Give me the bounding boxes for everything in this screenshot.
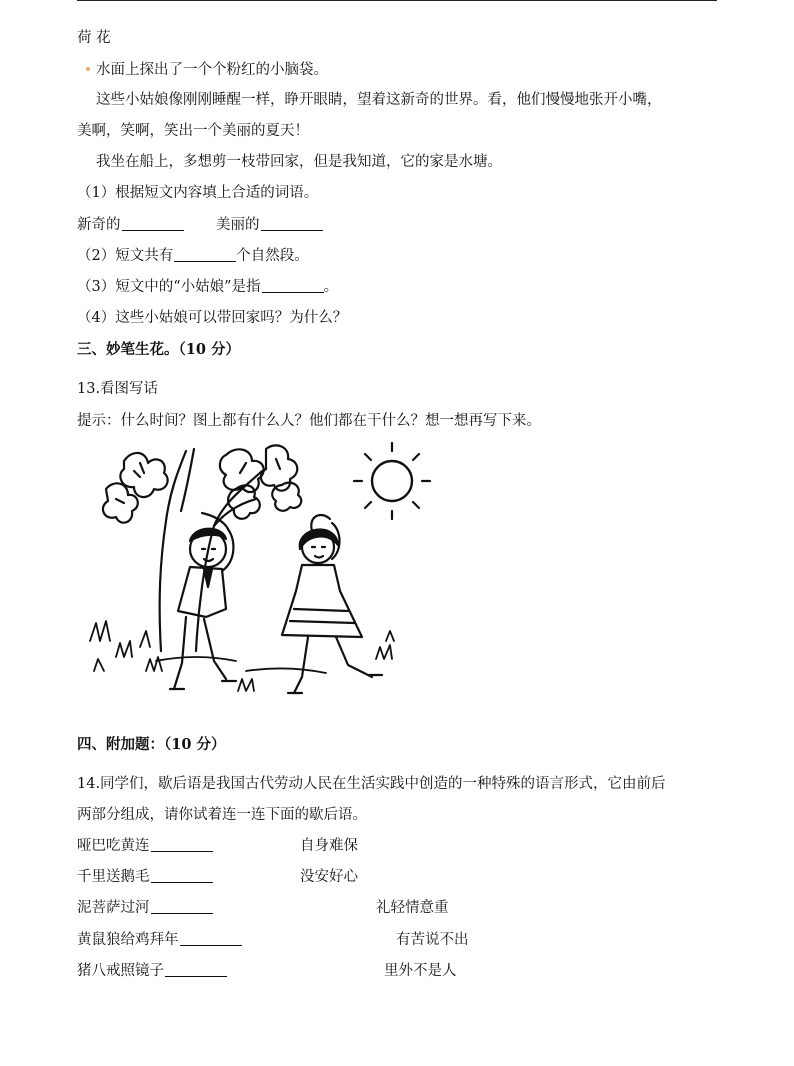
question-1-blank-b (216, 213, 323, 234)
question-2-pre: （2）短文共有 (77, 248, 174, 264)
question-2-post: 个自然段。 (236, 248, 309, 264)
question-14-line-1: 14.同学们，歇后语是我国古代劳动人民在生活实践中创造的一种特殊的语言形式，它由前后 (77, 776, 666, 792)
bullet-dot (86, 67, 90, 71)
idiom-right-5: 里外不是人 (384, 963, 457, 979)
idiom-right-2: 没安好心 (300, 869, 358, 885)
idiom-left-2 (77, 865, 213, 886)
idiom-right-4: 有苦说不出 (396, 932, 469, 948)
passage-line-4: 我坐在船上，多想剪一枝带回家，但是我知道，它的家是水塘。 (96, 154, 502, 170)
question-3 (77, 275, 338, 296)
passage-title: 荷 花 (77, 30, 111, 46)
answer-blank[interactable] (151, 899, 213, 914)
question-3-post: 。 (323, 279, 339, 295)
question-2 (77, 244, 309, 265)
idiom-left-text: 千里送鹅毛 (77, 869, 150, 885)
answer-blank[interactable] (174, 247, 236, 262)
passage-line-2: 这些小姑娘像刚刚睡醒一样，睁开眼睛，望着这新奇的世界。看，他们慢慢地张开小嘴， (96, 92, 662, 108)
question-1-b-label: 美丽的 (216, 217, 260, 233)
top-rule (77, 0, 717, 1)
answer-blank[interactable] (261, 216, 323, 231)
idiom-left-text: 黄鼠狼给鸡拜年 (77, 932, 179, 948)
question-14-line-2: 两部分组成，请你试着连一连下面的歇后语。 (77, 807, 367, 823)
answer-blank[interactable] (122, 216, 184, 231)
grass-drawing (90, 621, 394, 691)
passage-line-3: 美啊，笑啊，笑出一个美丽的夏天！ (77, 123, 309, 139)
question-1-blank-a (77, 213, 184, 234)
idiom-left-3 (77, 896, 213, 917)
answer-blank[interactable] (180, 931, 242, 946)
question-13-title: 13.看图写话 (77, 381, 159, 397)
section-4-heading: 四、附加题：（10 分） (77, 736, 226, 753)
section-3-heading: 三、妙笔生花。（10 分） (77, 341, 240, 358)
sun-drawing (354, 443, 430, 519)
idiom-left-text: 泥菩萨过河 (77, 900, 150, 916)
idiom-left-text: 哑巴吃黄连 (77, 838, 150, 854)
idiom-right-1: 自身难保 (300, 838, 358, 854)
answer-blank[interactable] (262, 278, 324, 293)
girl-drawing (282, 515, 382, 693)
boy-drawing (170, 513, 236, 689)
question-1: （1）根据短文内容填上合适的词语。 (77, 185, 319, 201)
question-1-a-label: 新奇的 (77, 217, 121, 233)
idiom-left-4 (77, 928, 242, 949)
idiom-left-5 (77, 959, 227, 980)
question-4: （4）这些小姑娘可以带回家吗？为什么？ (77, 310, 348, 326)
answer-blank[interactable] (151, 868, 213, 883)
answer-blank[interactable] (165, 962, 227, 977)
passage-line-1: 水面上探出了一个个粉红的小脑袋。 (96, 62, 328, 78)
idiom-left-text: 猪八戒照镜子 (77, 963, 164, 979)
answer-blank[interactable] (151, 837, 213, 852)
picture-children-under-tree (86, 441, 438, 713)
idiom-right-3: 礼轻情意重 (376, 900, 449, 916)
question-13-hint: 提示：什么时间？图上都有什么人？他们都在干什么？想一想再写下来。 (77, 413, 541, 429)
question-3-pre: （3）短文中的“小姑娘”是指 (77, 279, 261, 295)
idiom-left-1 (77, 834, 213, 855)
